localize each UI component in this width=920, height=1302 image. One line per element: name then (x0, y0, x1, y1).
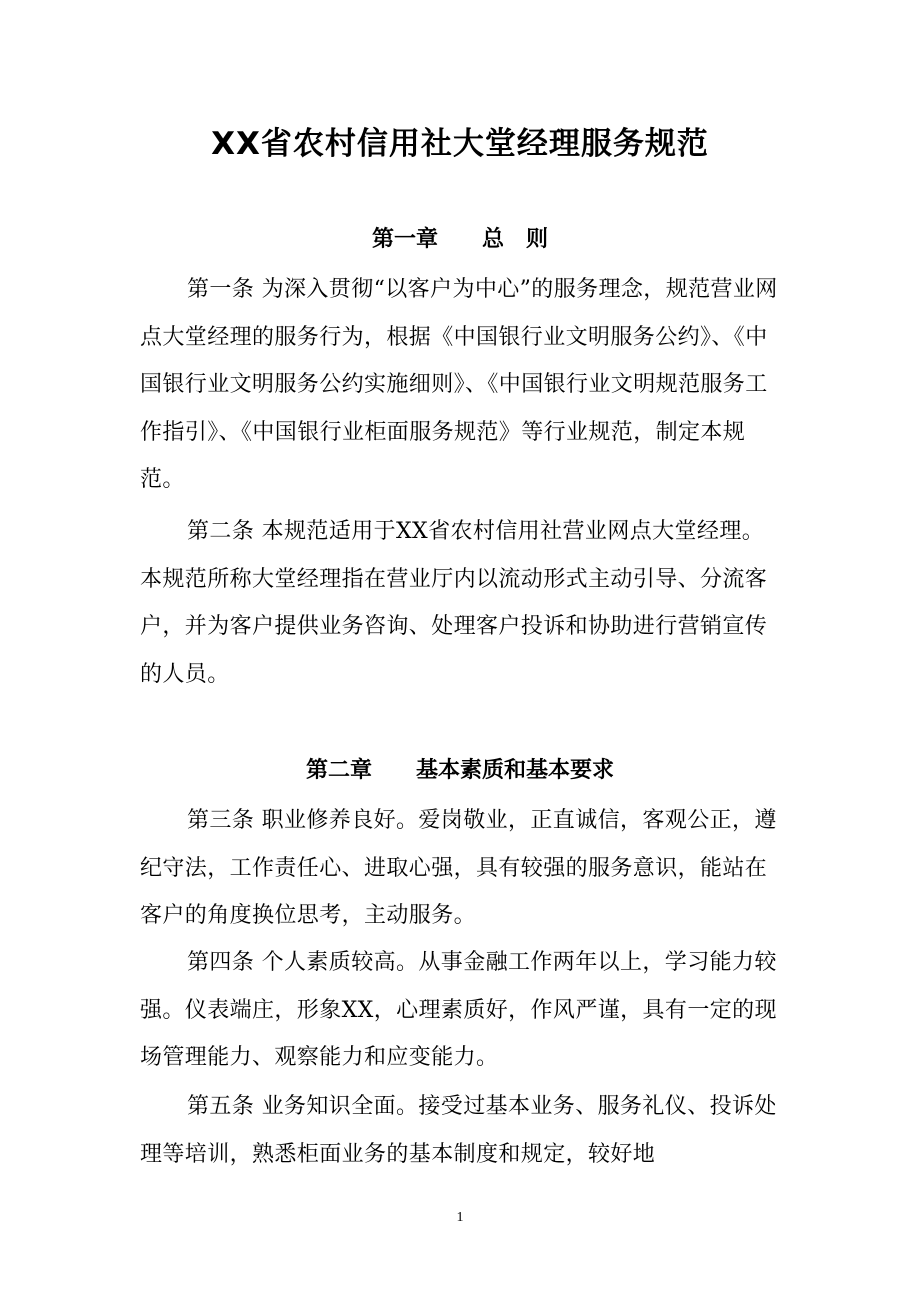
chapter-heading: 第一章 总 则 (371, 227, 548, 252)
article-paragraph (140, 939, 780, 1082)
article-number: 第三条 (187, 808, 262, 833)
article-text: 业务知识全面。接受过基本业务、服务礼仪、投诉处理等培训，熟悉柜面业务的基本制度和规定，较好地 (140, 1094, 777, 1167)
article-number: 第一条 (187, 277, 262, 302)
article-paragraph (140, 266, 780, 504)
article-paragraph (140, 797, 780, 940)
article-number: 第二条 (187, 519, 262, 544)
document-title: XX省农村信用社大堂经理服务规范 (211, 126, 709, 162)
article-text: 为深入贯彻“以客户为中心”的服务理念，规范营业网点大堂经理的服务行为，根据《中国银行业文明服务公约》、《中国银行业文明服务公约实施细则》、《中国银行业文明规范服务工作指引》、《中国银行业柜面服务规范》等行业规范，制定本规范。 (140, 277, 778, 492)
article-text: 本规范适用于XX省农村信用社营业网点大堂经理。本规范所称大堂经理指在营业厅内以流动形式主动引导、分流客户，并为客户提供业务咨询、处理客户投诉和协助进行营销宣传的人员。 (140, 519, 768, 687)
article-number: 第五条 (187, 1094, 262, 1119)
article-text: 职业修养良好。爱岗敬业，正直诚信，客观公正，遵纪守法，工作责任心、进取心强，具有较强的服务意识，能站在客户的角度换位思考，主动服务。 (140, 808, 777, 928)
article-text: 个人素质较高。从事金融工作两年以上，学习能力较强。仪表端庄，形象XX，心理素质好，作风严谨，具有一定的现场管理能力、观察能力和应变能力。 (140, 950, 777, 1070)
chapter-heading: 第二章 基本素质和基本要求 (305, 758, 614, 783)
article-number: 第四条 (187, 950, 262, 975)
article-paragraph (140, 1083, 780, 1178)
page-number: 1 (456, 1210, 464, 1225)
article-paragraph (140, 508, 780, 698)
